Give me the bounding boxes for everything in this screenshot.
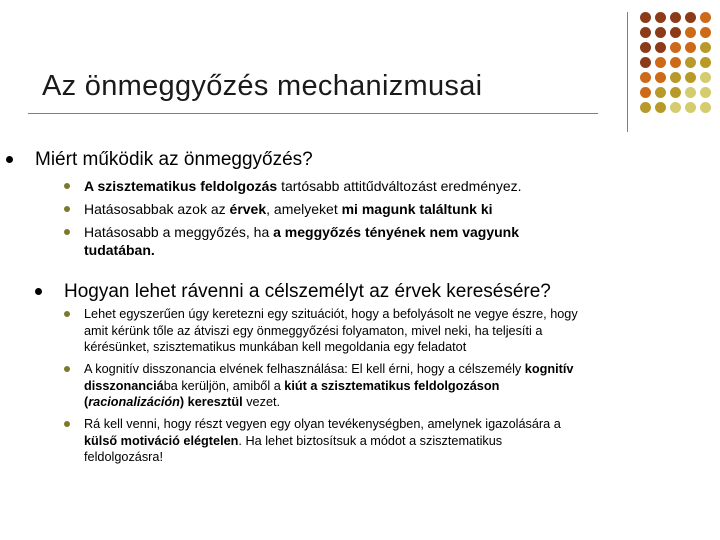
decor-dot	[670, 12, 681, 23]
q1-bullet-1	[84, 177, 522, 195]
q1-bullet-2	[84, 200, 493, 218]
q2-b2-bold: )	[179, 395, 188, 409]
q1-b2-bold: mi magunk találtunk ki	[341, 201, 493, 217]
decor-dot	[640, 42, 651, 53]
decor-dot	[670, 102, 681, 113]
decor-dot	[640, 72, 651, 83]
decor-dot	[700, 72, 711, 83]
title-underline	[28, 113, 598, 114]
decor-dot	[655, 27, 666, 38]
decor-dot	[685, 102, 696, 113]
q2-b3-line	[84, 433, 561, 450]
decor-dot	[640, 57, 651, 68]
decor-dot	[655, 57, 666, 68]
decor-dot	[700, 57, 711, 68]
q2-bullet-3	[84, 416, 561, 466]
decor-dot	[670, 27, 681, 38]
q2-b2-bold: (	[84, 395, 89, 409]
decor-dot	[700, 87, 711, 98]
q2-b2-bold: kiút a szisztematikus feldolgozáson	[284, 378, 500, 393]
q2-b3-line: Rá kell venni, hogy részt vegyen egy olyan tevékenységben, amelynek igazolására a	[84, 417, 561, 431]
decor-dot	[700, 27, 711, 38]
bullet-icon	[64, 366, 70, 372]
q1-b2-bold: érvek	[229, 201, 267, 217]
decor-dot	[640, 102, 651, 113]
decor-dot	[655, 12, 666, 23]
decor-dot	[700, 42, 711, 53]
decor-dot	[685, 12, 696, 23]
q1-b3-bold: a meggyőzés tényének nem vagyunk	[273, 224, 519, 240]
bullet-icon	[64, 183, 70, 189]
decor-dot	[685, 27, 696, 38]
q2-b2-line	[84, 394, 573, 411]
decor-dot	[700, 12, 711, 23]
q2-bullet-1	[84, 306, 578, 356]
bullet-icon	[64, 206, 70, 212]
question-2-text: Hogyan lehet rávenni a célszemélyt az érvek keresésére?	[64, 281, 551, 302]
q2-b2-bold: disszonanciá	[84, 378, 164, 393]
decor-dot	[685, 42, 696, 53]
q2-b3-bold: külső motiváció elégtelen	[84, 433, 239, 448]
q2-b1-line: kérésünket, szisztematikus munkában kell megoldania egy feladatot	[84, 340, 467, 354]
question-1-text: Miért működik az önmeggyőzés?	[35, 149, 313, 170]
q2-b3-line: feldolgozásra!	[84, 450, 163, 464]
decor-dot	[685, 72, 696, 83]
decor-dot	[670, 87, 681, 98]
decor-dot	[640, 27, 651, 38]
q2-b2-text: vezet.	[242, 395, 281, 409]
q1-b2-text: , amelyeket	[266, 201, 342, 217]
bullet-icon	[35, 288, 42, 295]
decor-dot	[670, 57, 681, 68]
decor-dot	[655, 87, 666, 98]
decor-dot	[655, 42, 666, 53]
q2-b2-text: ba kerüljön, amiből a	[163, 378, 285, 393]
decor-dot	[685, 57, 696, 68]
q1-b1-bold: A szisztematikus feldolgozás	[84, 178, 278, 194]
title-vertical-divider	[627, 12, 628, 132]
q2-b2-line	[84, 378, 573, 395]
q2-b1-line: amit kérünk tőle az átviszi egy önmeggyőzési folyamaton, mivel neki, ha teljesíti a	[84, 323, 543, 338]
decor-dot	[640, 87, 651, 98]
bullet-icon	[64, 311, 70, 317]
q1-b3-line	[84, 241, 519, 259]
decor-dot	[655, 72, 666, 83]
q2-b2-bold: keresztül	[187, 395, 243, 409]
bullet-icon	[64, 421, 70, 427]
decor-dot	[670, 42, 681, 53]
q1-b2-text: Hatásosabbak azok az	[84, 201, 230, 217]
decor-dot	[685, 87, 696, 98]
bullet-icon	[6, 156, 13, 163]
q2-b1-line: Lehet egyszerűen úgy keretezni egy szituációt, hogy a befolyásolt ne vegye észre, hogy	[84, 307, 578, 321]
q2-b2-line	[84, 361, 573, 378]
q1-bullet-3	[84, 223, 519, 259]
question-2	[64, 281, 551, 303]
q1-b3-text: Hatásosabb a meggyőzés, ha	[84, 224, 274, 240]
decor-dot	[670, 72, 681, 83]
question-1	[35, 149, 313, 171]
decor-dot	[640, 12, 651, 23]
q2-b2-text: A kognitív disszonancia elvének felhasználása: El kell érni, hogy a célszemély	[84, 362, 525, 376]
q1-b3-line	[84, 223, 519, 241]
q2-b2-bold-italic: racionalizáción	[88, 395, 180, 409]
q2-bullet-2	[84, 361, 573, 411]
q1-b3-bold: tudatában.	[84, 242, 155, 258]
slide-title: Az önmeggyőzés mechanizmusai	[42, 70, 483, 102]
bullet-icon	[64, 229, 70, 235]
decor-dot	[655, 102, 666, 113]
q2-b3-text: . Ha lehet biztosítsuk a módot a szisztematikus	[238, 433, 503, 448]
decor-dot	[700, 102, 711, 113]
q2-b2-bold: kognitív	[524, 362, 574, 376]
q1-b1-text: tartósabb attitűdváltozást eredményez.	[277, 178, 522, 194]
